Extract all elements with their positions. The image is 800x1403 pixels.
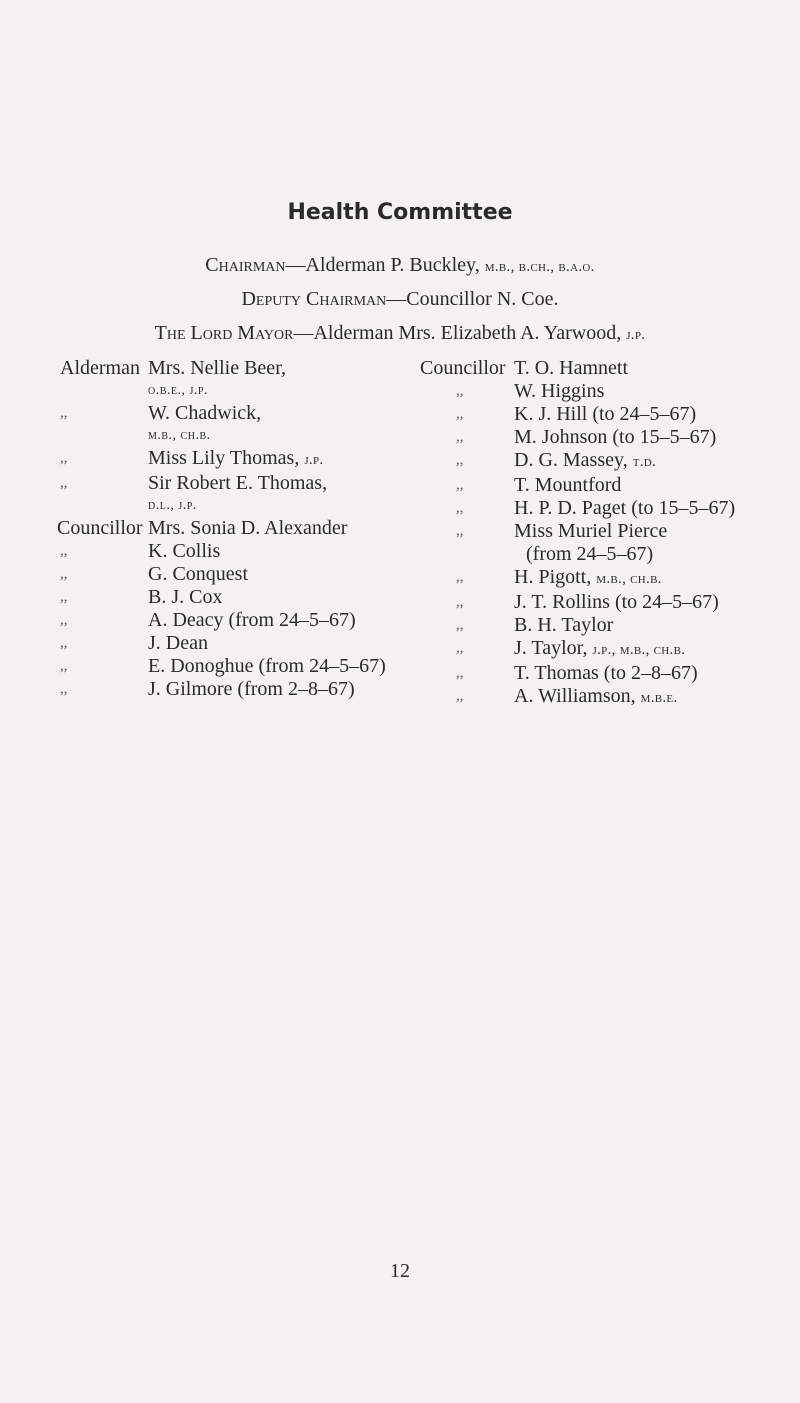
member-name: K. Collis (148, 540, 221, 562)
member-name: B. J. Cox (148, 586, 223, 608)
member-entry (60, 655, 420, 678)
ditto-mark: ,, (60, 635, 68, 651)
member-entry (420, 685, 795, 710)
ditto-mark: ,, (456, 665, 464, 681)
ditto-mark: ,, (60, 566, 68, 582)
ditto-mark: ,, (456, 523, 464, 539)
member-name: W. Chadwick, (148, 402, 262, 424)
member-entry (420, 426, 795, 449)
member-name: H. Pigott, (514, 566, 597, 588)
member-honours: t.d. (632, 454, 657, 470)
deputy-chairman-name: Councillor N. Coe. (406, 288, 559, 310)
lord-mayor-separator: — (293, 322, 314, 344)
member-entry (420, 614, 795, 637)
ditto-mark: ,, (456, 452, 464, 468)
member-name: T. O. Hamnett (514, 357, 629, 379)
ditto-mark: ,, (60, 450, 68, 466)
chairman-name: Alderman P. Buckley, (305, 254, 485, 276)
member-name: T. Mountford (514, 474, 622, 496)
page-number: 12 (390, 1260, 410, 1282)
member-name: Miss Lily Thomas, (148, 447, 305, 469)
deputy-chairman-separator: — (386, 288, 407, 310)
deputy-chairman-line (0, 288, 800, 311)
member-honours: d.l., j.p. (148, 498, 197, 513)
member-entry (60, 563, 420, 586)
member-note: (from 24–5–67) (526, 543, 654, 565)
ditto-mark: ,, (60, 543, 68, 559)
member-name: J. T. Rollins (to 24–5–67) (514, 591, 719, 613)
member-name: H. P. D. Paget (to 15–5–67) (514, 497, 736, 519)
ditto-mark: ,, (456, 477, 464, 493)
member-name: M. Johnson (to 15–5–67) (514, 426, 717, 448)
member-entry (420, 566, 795, 591)
member-honours: m.b.e. (640, 690, 678, 706)
member-title: Councillor (420, 357, 506, 379)
member-entry (420, 591, 795, 614)
chairman-role: Chairman (205, 254, 286, 276)
member-honours: m.b., ch.b. (596, 571, 662, 587)
lord-mayor-honours: j.p. (626, 327, 646, 343)
member-entry (420, 403, 795, 426)
member-entry (60, 632, 420, 655)
member-name: T. Thomas (to 2–8–67) (514, 662, 698, 684)
ditto-mark: ,, (456, 406, 464, 422)
ditto-mark: ,, (60, 612, 68, 628)
member-entry (420, 449, 795, 474)
ditto-mark: ,, (456, 594, 464, 610)
member-entry (420, 357, 795, 380)
ditto-mark: ,, (60, 658, 68, 674)
ditto-mark: ,, (456, 429, 464, 445)
member-entry (420, 474, 795, 497)
member-name: B. H. Taylor (514, 614, 614, 636)
member-entry (420, 497, 795, 520)
member-name: J. Taylor, (514, 637, 593, 659)
member-title: Alderman (60, 357, 140, 379)
member-name: K. J. Hill (to 24–5–67) (514, 403, 697, 425)
ditto-mark: ,, (456, 617, 464, 633)
member-entry (420, 637, 795, 662)
member-entry (420, 662, 795, 685)
chairman-separator: — (285, 254, 306, 276)
member-name: G. Conquest (148, 563, 248, 585)
deputy-chairman-role: Deputy Chairman (241, 288, 387, 310)
member-name: E. Donoghue (from 24–5–67) (148, 655, 386, 677)
chairman-honours: m.b., b.ch., b.a.o. (484, 259, 595, 275)
member-entry (60, 402, 420, 447)
member-entry (420, 520, 795, 566)
members-left-column (57, 357, 420, 701)
member-honours: j.p. (304, 452, 324, 468)
member-entry (60, 586, 420, 609)
ditto-mark: ,, (60, 475, 68, 491)
member-entry (60, 357, 420, 402)
member-honours: m.b., ch.b. (148, 428, 211, 443)
ditto-mark: ,, (60, 681, 68, 697)
member-honours: j.p., m.b., ch.b. (592, 642, 686, 658)
member-name: A. Deacy (from 24–5–67) (148, 609, 356, 631)
member-name: Mrs. Nellie Beer, (148, 357, 287, 379)
ditto-mark: ,, (456, 688, 464, 704)
ditto-mark: ,, (456, 500, 464, 516)
members-right-column (420, 357, 795, 710)
member-entry (60, 609, 420, 632)
member-entry (60, 472, 420, 517)
member-name: J. Dean (148, 632, 208, 654)
member-name: W. Higgins (514, 380, 605, 402)
member-entry (420, 380, 795, 403)
lord-mayor-name: Alderman Mrs. Elizabeth A. Yarwood, (313, 322, 627, 344)
ditto-mark: ,, (60, 405, 68, 421)
member-name: J. Gilmore (from 2–8–67) (148, 678, 355, 700)
member-name: Miss Muriel Pierce (514, 520, 668, 542)
ditto-mark: ,, (456, 383, 464, 399)
lord-mayor-role: The Lord Mayor (154, 322, 294, 344)
member-name: A. Williamson, (514, 685, 641, 707)
page-title: Health Committee (287, 200, 513, 225)
ditto-mark: ,, (60, 589, 68, 605)
ditto-mark: ,, (456, 640, 464, 656)
member-name: Mrs. Sonia D. Alexander (148, 517, 348, 539)
member-name: Sir Robert E. Thomas, (148, 472, 328, 494)
member-entry (57, 517, 420, 540)
member-entry (60, 447, 420, 472)
member-title: Councillor (57, 517, 143, 539)
member-name: D. G. Massey, (514, 449, 633, 471)
member-entry (60, 678, 420, 701)
member-honours: o.b.e., j.p. (148, 383, 208, 398)
ditto-mark: ,, (456, 569, 464, 585)
chairman-line (0, 254, 800, 277)
lord-mayor-line (0, 322, 800, 345)
member-entry (60, 540, 420, 563)
